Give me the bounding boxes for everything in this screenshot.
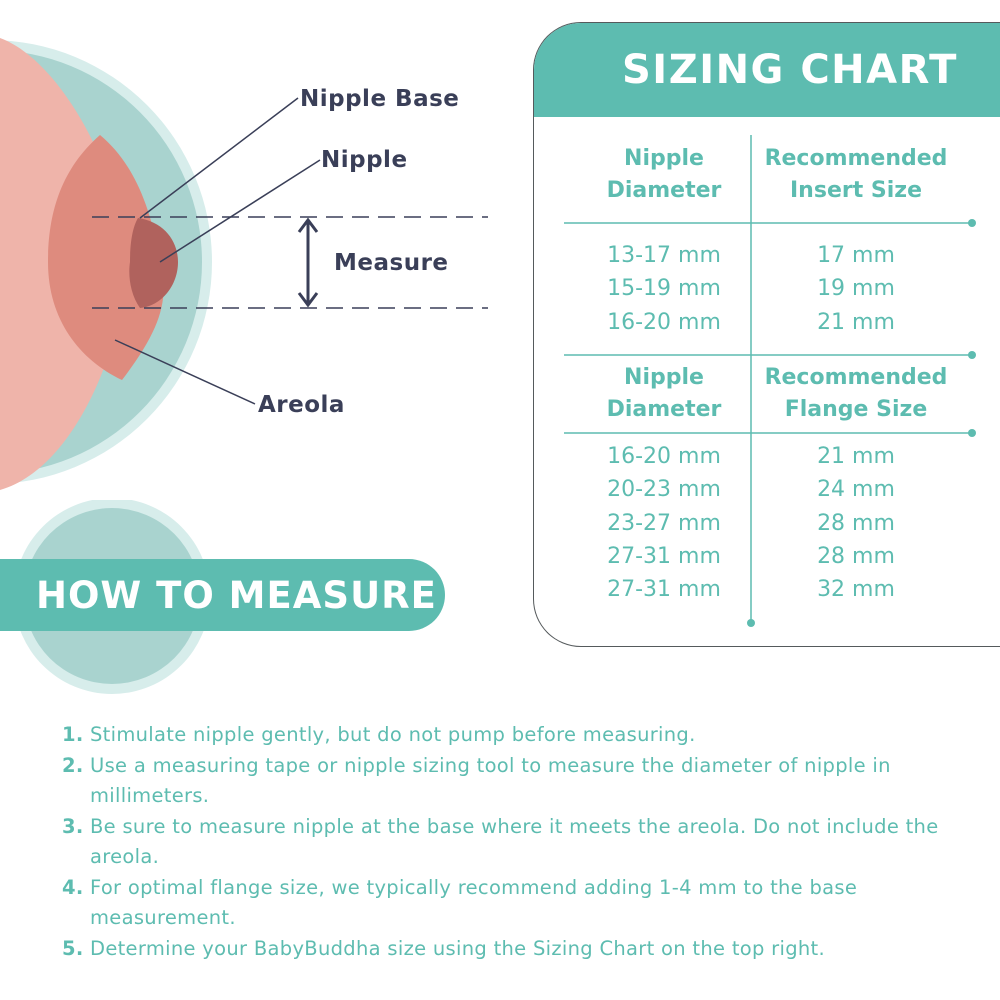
divider-dot (968, 219, 976, 227)
header-line: Recommended (764, 365, 948, 390)
step-number: 3. (62, 814, 84, 838)
step-text: For optimal flange size, we typically recommend adding 1-4 mm to the base measurement. (90, 875, 858, 929)
step-text: Determine your BabyBuddha size using the Sizing Chart on the top right. (90, 936, 825, 960)
insert-cell-size: 17 mm (817, 243, 895, 268)
step-text: Use a measuring tape or nipple sizing tool to measure the diameter of nipple in millimeters. (90, 753, 891, 807)
flange-col-size (756, 440, 956, 606)
header-line: Recommended (764, 146, 948, 171)
flange-cell-size: 32 mm (817, 577, 895, 603)
flange-cell-diameter: 27-31 mm (607, 577, 721, 603)
divider-dot (747, 619, 755, 627)
header-line: Diameter (606, 178, 722, 203)
header-line: Diameter (606, 397, 722, 422)
insert-cell-size: 19 mm (817, 276, 895, 302)
sizing-chart-card (533, 22, 1000, 647)
label-measure: Measure (334, 250, 449, 276)
flange-cell-size: 28 mm (817, 543, 895, 569)
sizing-chart-title: SIZING CHART (622, 47, 958, 93)
divider-dot (968, 351, 976, 359)
header-line: Insert Size (790, 178, 922, 203)
step-number: 4. (62, 875, 84, 899)
instruction-list (62, 720, 962, 964)
header-line: Nipple (624, 365, 704, 390)
flange-col-diameter (566, 440, 762, 606)
instruction-step (62, 720, 962, 751)
flange-header-recommended-size (756, 362, 956, 426)
flange-cell-diameter: 23-27 mm (607, 510, 721, 536)
label-areola: Areola (258, 392, 345, 418)
header-line: Flange Size (784, 397, 928, 422)
step-text: Stimulate nipple gently, but do not pump before measuring. (90, 723, 696, 746)
step-number: 1. (62, 723, 84, 746)
insert-cell-size: 21 mm (817, 309, 895, 335)
flange-header-nipple-diameter (566, 362, 762, 426)
flange-cell-size: 24 mm (817, 477, 895, 503)
insert-col-diameter (566, 239, 762, 339)
instruction-step (62, 812, 962, 873)
how-to-measure-banner (0, 559, 445, 631)
insert-cell-diameter: 13-17 mm (607, 243, 721, 268)
flange-cell-size: 28 mm (817, 510, 895, 536)
insert-header-nipple-diameter (566, 143, 762, 207)
insert-cell-diameter: 15-19 mm (607, 276, 721, 302)
divider-dot (968, 429, 976, 437)
flange-cell-diameter: 16-20 mm (607, 444, 721, 469)
label-nipple-base: Nipple Base (300, 86, 460, 112)
step-text: Be sure to measure nipple at the base where it meets the areola. Do not include the areola. (90, 814, 939, 868)
instruction-step (62, 873, 962, 934)
insert-col-size (756, 239, 956, 339)
insert-cell-diameter: 16-20 mm (607, 309, 721, 335)
step-number: 5. (62, 936, 84, 960)
header-line: Nipple (624, 146, 704, 171)
instruction-step (62, 751, 962, 812)
instruction-step (62, 934, 962, 965)
step-number: 2. (62, 753, 84, 777)
flange-cell-diameter: 27-31 mm (607, 543, 721, 569)
insert-header-recommended-size (756, 143, 956, 207)
label-nipple: Nipple (321, 147, 408, 173)
flange-cell-diameter: 20-23 mm (607, 477, 721, 503)
flange-cell-size: 21 mm (817, 444, 895, 469)
how-to-measure-title: HOW TO MEASURE (36, 573, 437, 617)
